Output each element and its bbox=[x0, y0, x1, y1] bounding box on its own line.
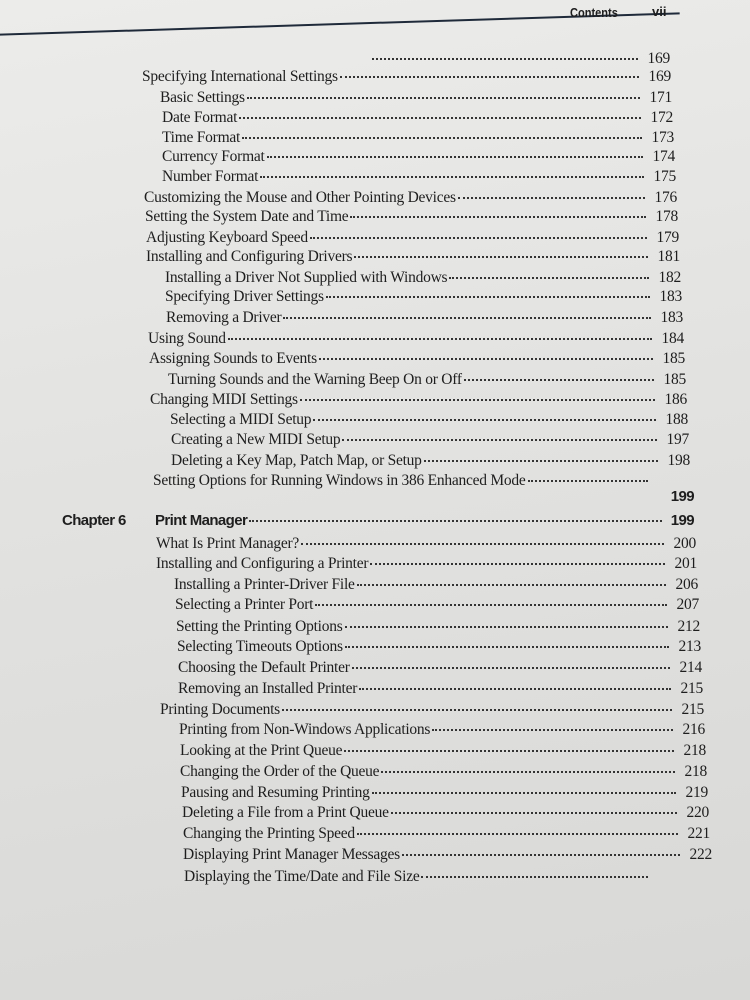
toc-entry-title: Selecting Timeouts Options bbox=[177, 638, 343, 655]
toc-entry-title: Date Format bbox=[162, 109, 238, 126]
toc-entry bbox=[178, 680, 703, 698]
dot-leader bbox=[357, 833, 678, 835]
dot-leader bbox=[319, 358, 653, 360]
page-number: vii bbox=[652, 4, 667, 19]
toc-entry-title: Displaying the Time/Date and File Size bbox=[184, 868, 420, 885]
toc-entry bbox=[144, 189, 677, 207]
dot-leader bbox=[300, 399, 655, 401]
toc-entry-title: Setting Options for Running Windows in 386 Enhanced Mode bbox=[153, 472, 526, 489]
toc-entry-title: Turning Sounds and the Warning Beep On or Off bbox=[168, 371, 462, 388]
dot-leader bbox=[402, 854, 680, 856]
toc-entry bbox=[162, 129, 674, 147]
toc-entry-title: Printing Documents bbox=[160, 701, 280, 718]
toc-entry bbox=[370, 50, 670, 68]
dot-leader bbox=[342, 439, 657, 441]
toc-entry-page: 171 bbox=[649, 89, 672, 106]
dot-leader bbox=[313, 419, 656, 421]
toc-entry-page: 185 bbox=[662, 350, 685, 367]
toc-entry-title: Setting the System Date and Time bbox=[145, 208, 349, 225]
toc-entry-page: 207 bbox=[676, 596, 699, 613]
toc-entry bbox=[165, 288, 682, 306]
dot-leader bbox=[249, 520, 662, 522]
running-header-title: Contents bbox=[570, 5, 618, 20]
toc-entry-page: 188 bbox=[665, 411, 688, 428]
toc-entry bbox=[168, 371, 686, 389]
chapter-label: Chapter 6 bbox=[62, 512, 126, 529]
toc-entry-title: Deleting a File from a Print Queue bbox=[182, 804, 389, 821]
toc-entry bbox=[600, 488, 694, 505]
toc-entry-page: 197 bbox=[666, 431, 689, 448]
dot-leader bbox=[340, 76, 639, 78]
toc-entry bbox=[160, 89, 672, 107]
chapter-title-entry bbox=[155, 512, 694, 529]
toc-entry bbox=[170, 411, 688, 429]
dot-leader bbox=[310, 237, 647, 239]
toc-entry-page: 169 bbox=[647, 50, 670, 67]
dot-leader bbox=[350, 216, 646, 218]
toc-entry-title: Installing a Driver Not Supplied with Windows bbox=[165, 269, 448, 286]
toc-entry-title: Deleting a Key Map, Patch Map, or Setup bbox=[171, 452, 422, 469]
toc-entry bbox=[176, 618, 700, 636]
toc-entry-page: 219 bbox=[685, 784, 708, 801]
toc-entry-page: 178 bbox=[655, 208, 678, 225]
dot-leader bbox=[326, 296, 650, 298]
toc-entry bbox=[166, 309, 683, 327]
toc-entry-page: 176 bbox=[654, 189, 677, 206]
toc-entry-page: 173 bbox=[651, 129, 674, 146]
toc-entry bbox=[183, 846, 712, 864]
dot-leader bbox=[421, 876, 648, 878]
toc-entry bbox=[162, 148, 675, 166]
dot-leader bbox=[267, 156, 643, 158]
toc-entry-page: 215 bbox=[680, 680, 703, 697]
dot-leader bbox=[247, 97, 640, 99]
dot-leader bbox=[458, 197, 645, 199]
dot-leader bbox=[359, 688, 671, 690]
toc-entry-page: 179 bbox=[656, 229, 679, 246]
toc-entry bbox=[149, 350, 685, 368]
toc-entry bbox=[148, 330, 684, 348]
toc-entry-title: Time Format bbox=[162, 129, 241, 146]
toc-entry bbox=[162, 109, 673, 127]
toc-entry-title: Number Format bbox=[162, 168, 259, 185]
toc-entry bbox=[150, 391, 687, 409]
dot-leader bbox=[464, 379, 654, 381]
toc-entry-title: Setting the Printing Options bbox=[176, 618, 343, 635]
toc-entry-page: 222 bbox=[689, 846, 712, 863]
toc-entry bbox=[162, 168, 676, 186]
toc-entry-page: 220 bbox=[686, 804, 709, 821]
toc-entry-title: Print Manager bbox=[155, 512, 248, 529]
toc-entry-page: 198 bbox=[667, 452, 690, 469]
toc-entry-title: Creating a New MIDI Setup bbox=[171, 431, 341, 448]
toc-entry-page: 199 bbox=[670, 512, 694, 529]
toc-entry bbox=[174, 576, 698, 594]
toc-entry-page: 184 bbox=[661, 330, 684, 347]
toc-entry-title: Looking at the Print Queue bbox=[180, 742, 343, 759]
toc-entry-page: 199 bbox=[670, 488, 694, 505]
dot-leader bbox=[357, 584, 666, 586]
dot-leader bbox=[424, 460, 658, 462]
toc-entry bbox=[171, 452, 690, 470]
dot-leader bbox=[282, 709, 672, 711]
toc-entry-page: 218 bbox=[683, 742, 706, 759]
toc-entry-title: Installing a Printer-Driver File bbox=[174, 576, 355, 593]
toc-entry-page: 218 bbox=[684, 763, 707, 780]
toc-entry-title: Removing a Driver bbox=[166, 309, 282, 326]
toc-entry-title: Specifying Driver Settings bbox=[165, 288, 324, 305]
dot-leader bbox=[242, 137, 642, 139]
toc-entry-title: Using Sound bbox=[148, 330, 226, 347]
toc-entry-title: Installing and Configuring Drivers bbox=[146, 248, 353, 265]
dot-leader bbox=[391, 812, 677, 814]
toc-entry-page: 183 bbox=[660, 309, 683, 326]
toc-entry-page: 182 bbox=[658, 269, 681, 286]
toc-entry bbox=[175, 596, 699, 614]
toc-entry-page: 169 bbox=[648, 68, 671, 85]
toc-entry-page: 206 bbox=[675, 576, 698, 593]
toc-entry-page: 175 bbox=[653, 168, 676, 185]
toc-entry-title: Adjusting Keyboard Speed bbox=[146, 229, 308, 246]
toc-entry-page: 212 bbox=[677, 618, 700, 635]
toc-entry-title: Printing from Non-Windows Applications bbox=[179, 721, 431, 738]
toc-entry bbox=[180, 742, 706, 760]
toc-entry bbox=[146, 229, 679, 247]
toc-entry-title: Selecting a MIDI Setup bbox=[170, 411, 312, 428]
toc-entry bbox=[156, 535, 696, 553]
toc-entry bbox=[165, 269, 681, 287]
dot-leader bbox=[352, 667, 670, 669]
dot-leader bbox=[449, 277, 649, 279]
dot-leader bbox=[345, 626, 668, 628]
toc-entry-title: What Is Print Manager? bbox=[156, 535, 299, 552]
toc-entry bbox=[160, 701, 704, 719]
toc-entry-title: Removing an Installed Printer bbox=[178, 680, 358, 697]
toc-entry-title: Currency Format bbox=[162, 148, 265, 165]
toc-entry bbox=[178, 659, 702, 677]
toc-entry-title: Selecting a Printer Port bbox=[175, 596, 314, 613]
toc-entry bbox=[177, 638, 701, 656]
dot-leader bbox=[239, 117, 641, 119]
toc-entry bbox=[156, 555, 697, 573]
toc-entry bbox=[145, 208, 678, 226]
toc-entry-page: 181 bbox=[657, 248, 680, 265]
dot-leader bbox=[354, 256, 648, 258]
dot-leader bbox=[228, 338, 652, 340]
dot-leader bbox=[372, 58, 638, 60]
toc-entry-title: Changing MIDI Settings bbox=[150, 391, 298, 408]
dot-leader bbox=[528, 480, 648, 482]
toc-entry bbox=[146, 248, 680, 266]
toc-entry-page: 172 bbox=[650, 109, 673, 126]
dot-leader bbox=[345, 646, 669, 648]
toc-entry bbox=[179, 721, 705, 739]
toc-entry-page: 185 bbox=[663, 371, 686, 388]
toc-entry-page: 216 bbox=[682, 721, 705, 738]
toc-entry-title: Changing the Printing Speed bbox=[183, 825, 355, 842]
toc-entry bbox=[181, 784, 708, 802]
toc-entry-page: 183 bbox=[659, 288, 682, 305]
dot-leader bbox=[260, 176, 644, 178]
dot-leader bbox=[432, 729, 673, 731]
dot-leader bbox=[301, 543, 664, 545]
toc-entry-title: Specifying International Settings bbox=[142, 68, 338, 85]
dot-leader bbox=[315, 604, 667, 606]
toc-entry bbox=[183, 825, 710, 843]
toc-entry bbox=[180, 763, 707, 781]
toc-entry-page: 174 bbox=[652, 148, 675, 165]
toc-entry-page: 215 bbox=[681, 701, 704, 718]
toc-entry-page: 213 bbox=[678, 638, 701, 655]
dot-leader bbox=[370, 563, 665, 565]
toc-entry-page: 214 bbox=[679, 659, 702, 676]
toc-entry bbox=[184, 868, 680, 886]
toc-entry-page: 221 bbox=[687, 825, 710, 842]
toc-entry-title: Assigning Sounds to Events bbox=[149, 350, 317, 367]
toc-entry bbox=[182, 804, 709, 822]
toc-entry-page: 186 bbox=[664, 391, 687, 408]
toc-entry-title: Displaying Print Manager Messages bbox=[183, 846, 400, 863]
toc-entry-title: Installing and Configuring a Printer bbox=[156, 555, 369, 572]
toc-entry-title: Choosing the Default Printer bbox=[178, 659, 350, 676]
toc-entry-page: 201 bbox=[674, 555, 697, 572]
toc-entry bbox=[142, 68, 671, 86]
toc-entry-title: Changing the Order of the Queue bbox=[180, 763, 380, 780]
toc-entry bbox=[171, 431, 689, 449]
dot-leader bbox=[344, 750, 674, 752]
toc-entry-page: 200 bbox=[673, 535, 696, 552]
dot-leader bbox=[283, 317, 651, 319]
dot-leader bbox=[372, 792, 676, 794]
dot-leader bbox=[381, 771, 675, 773]
toc-entry-title: Pausing and Resuming Printing bbox=[181, 784, 370, 801]
toc-entry-title: Customizing the Mouse and Other Pointing Devices bbox=[144, 189, 456, 206]
toc-entry-title: Basic Settings bbox=[160, 89, 245, 106]
